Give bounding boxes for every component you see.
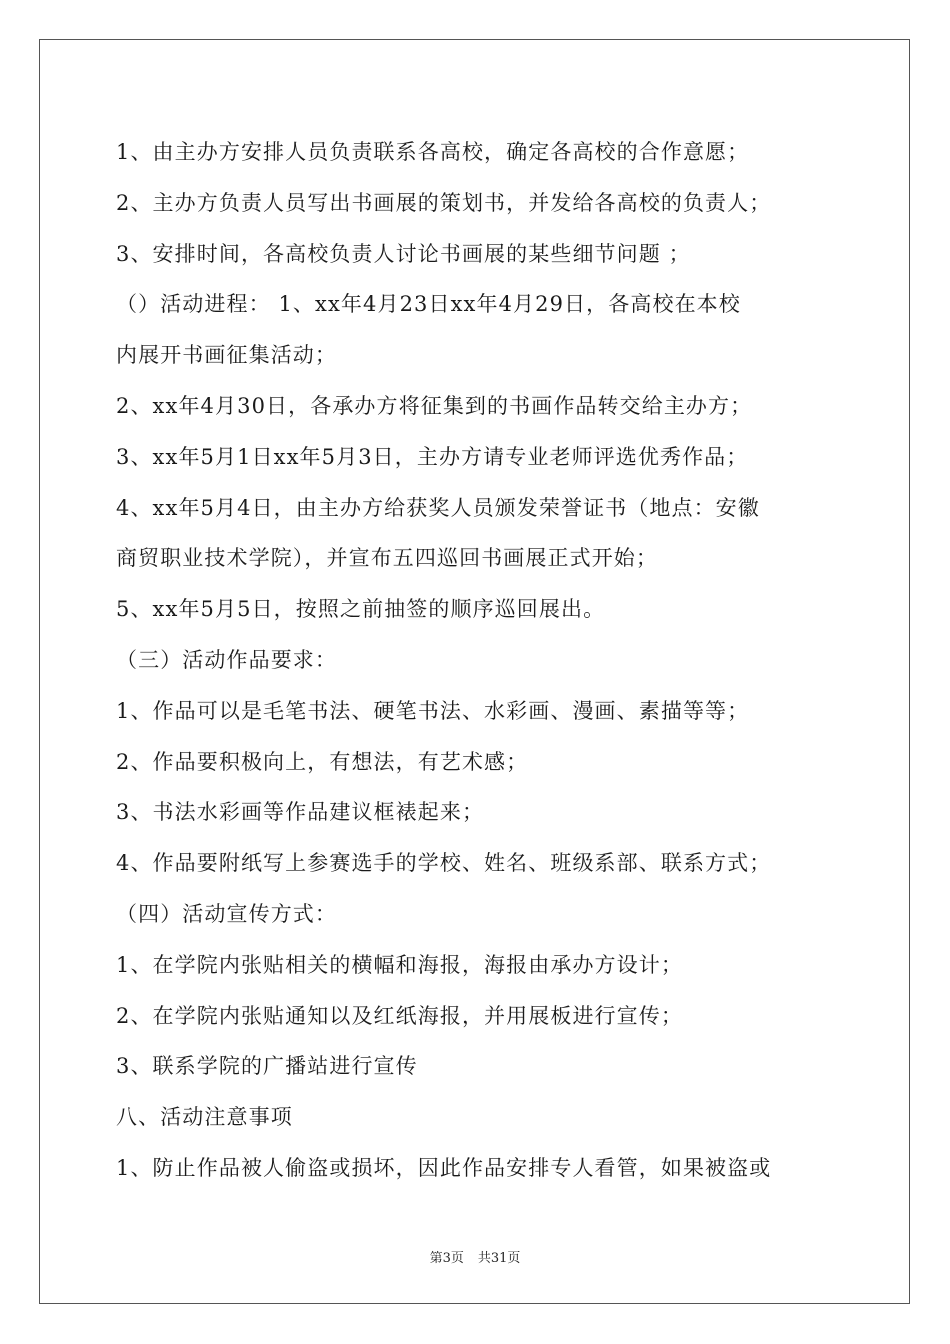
paragraph-line: 商贸职业技术学院），并宣布五四巡回书画展正式开始； bbox=[116, 546, 658, 571]
paragraph-line: 1、在学院内张贴相关的横幅和海报，海报由承办方设计； bbox=[116, 952, 683, 977]
paragraph-line: 2、xx年4月30日，各承办方将征集到的书画作品转交给主办方； bbox=[116, 393, 753, 418]
paragraph-line: 3、xx年5月1日xx年5月3日，主办方请专业老师评选优秀作品； bbox=[116, 444, 749, 469]
section-heading: 八、活动注意事项 bbox=[116, 1105, 293, 1130]
document-body bbox=[116, 127, 846, 1194]
paragraph-line: 1、作品可以是毛笔书法、硬笔书法、水彩画、漫画、素描等等； bbox=[116, 698, 750, 723]
paragraph-line: 3、安排时间，各高校负责人讨论书画展的某些细节问题 ； bbox=[116, 241, 691, 266]
paragraph-line: 3、联系学院的广播站进行宣传 bbox=[116, 1054, 418, 1079]
paragraph-line: 5、xx年5月5日，按照之前抽签的顺序巡回展出。 bbox=[116, 597, 606, 622]
paragraph-line: 1、由主办方安排人员负责联系各高校，确定各高校的合作意愿； bbox=[116, 140, 750, 164]
page-number: 第3页 bbox=[429, 1251, 464, 1266]
page-footer bbox=[0, 1247, 950, 1266]
paragraph-line: 2、在学院内张贴通知以及红纸海报，并用展板进行宣传； bbox=[116, 1003, 683, 1028]
section-heading: （三）活动作品要求： bbox=[116, 647, 337, 672]
paragraph-line: 2、主办方负责人员写出书画展的策划书，并发给各高校的负责人； bbox=[116, 190, 772, 215]
paragraph-line: 4、xx年5月4日，由主办方给获奖人员颁发荣誉证书（地点：安徽 bbox=[116, 495, 760, 520]
paragraph-line: 内展开书画征集活动； bbox=[116, 343, 337, 368]
paragraph-line: 1、防止作品被人偷盗或损坏，因此作品安排专人看管，如果被盗或 bbox=[116, 1155, 772, 1180]
paragraph-line: （）活动进程： 1、xx年4月23日xx年4月29日，各高校在本校 bbox=[116, 292, 741, 317]
paragraph-line: 2、作品要积极向上，有想法，有艺术感； bbox=[116, 749, 529, 774]
paragraph-line: 3、书法水彩画等作品建议框裱起来； bbox=[116, 800, 485, 825]
section-heading: （四）活动宣传方式： bbox=[116, 901, 337, 926]
page-total: 共31页 bbox=[477, 1251, 521, 1266]
paragraph-line: 4、作品要附纸写上参赛选手的学校、姓名、班级系部、联系方式； bbox=[116, 851, 772, 876]
